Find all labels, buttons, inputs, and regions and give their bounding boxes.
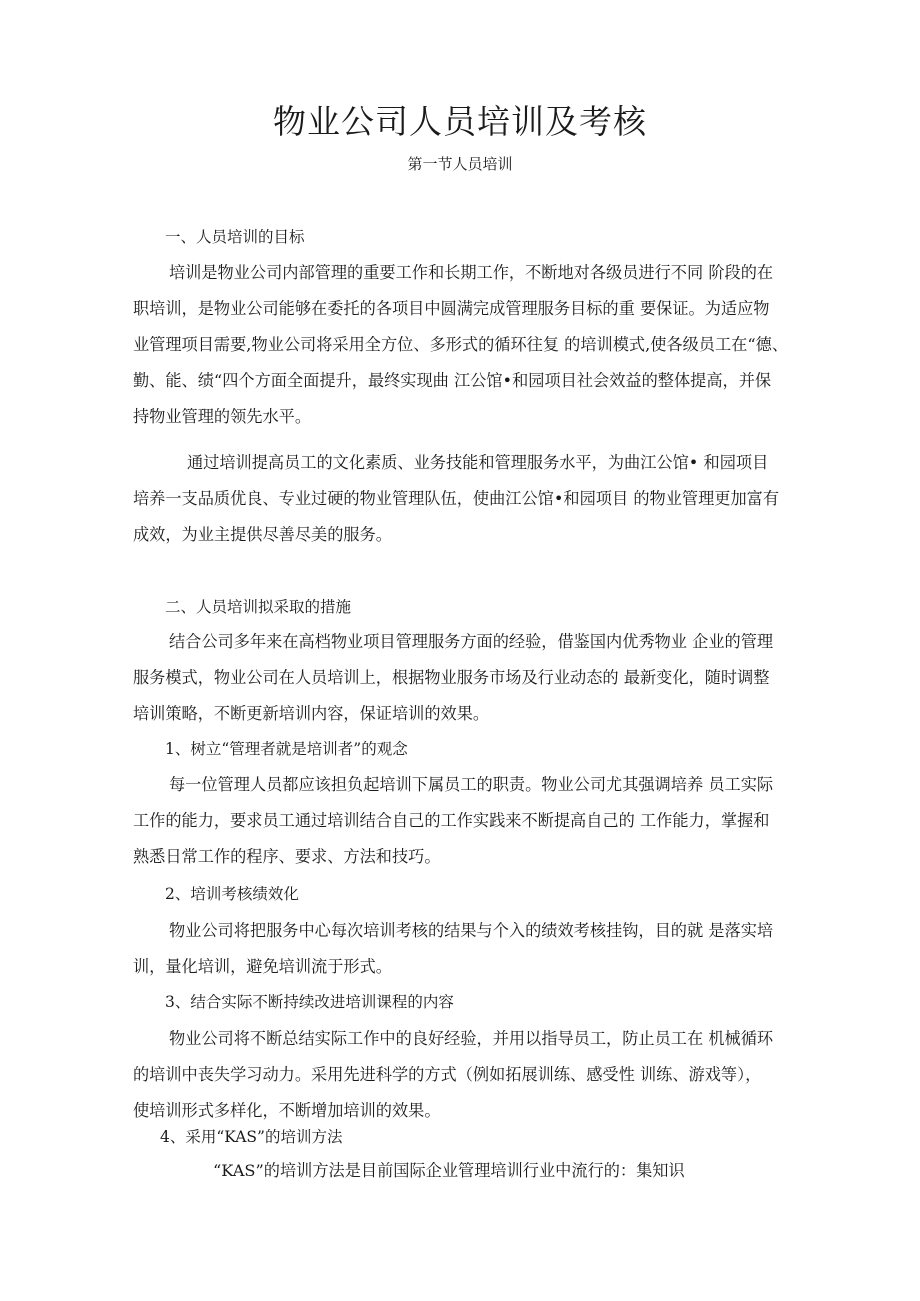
document-title: 物业公司人员培训及考核 bbox=[273, 102, 647, 141]
paragraph-line: “KAS”的培训方法是目前国际企业管理培训行业中流行的：集知识 bbox=[213, 1161, 685, 1180]
section2-paragraph-1 bbox=[133, 624, 813, 732]
paragraph-line: 工作的能力，要求员工通过培训结合自己的工作实践来不断提高自己的 工作能力，掌握和 bbox=[133, 811, 770, 830]
item3-paragraph bbox=[133, 1021, 813, 1129]
item3-heading: 3、结合实际不断持续改进培训课程的内容 bbox=[165, 993, 454, 1011]
section-subtitle: 第一节人员培训 bbox=[407, 155, 513, 173]
paragraph-line: 训，量化培训，避免培训流于形式。 bbox=[133, 957, 392, 976]
paragraph-line: 成效，为业主提供尽善尽美的服务。 bbox=[133, 525, 392, 544]
section2-heading: 二、人员培训拟采取的措施 bbox=[165, 598, 352, 616]
paragraph-line: 培养一支品质优良、专业过硬的物业管理队伍，使曲江公馆•和园项目 的物业管理更加富有 bbox=[133, 489, 780, 508]
paragraph-line: 培训是物业公司内部管理的重要工作和长期工作，不断地对各级员进行不同 阶段的在 bbox=[169, 263, 774, 282]
paragraph-line: 物业公司将把服务中心每次培训考核的结果与个入的绩效考核挂钩，目的就 是落实培 bbox=[169, 921, 774, 940]
item2-heading: 2、培训考核绩效化 bbox=[165, 885, 299, 903]
paragraph-line: 培训策略，不断更新培训内容，保证培训的效果。 bbox=[133, 704, 490, 723]
paragraph-line: 通过培训提高员工的文化素质、业务技能和管理服务水平，为曲江公馆• 和园项目 bbox=[187, 453, 769, 472]
paragraph-line: 使培训形式多样化，不断增加培训的效果。 bbox=[133, 1101, 441, 1120]
section1-paragraph-2 bbox=[133, 445, 813, 553]
paragraph-line: 服务模式，物业公司在人员培训上，根据物业服务市场及行业动态的 最新变化，随时调整 bbox=[133, 668, 770, 687]
paragraph-line: 的培训中丧失学习动力。采用先进科学的方式（例如拓展训练、感受性 训练、游戏等）， bbox=[133, 1065, 762, 1084]
paragraph-line: 业管理项目需要,物业公司将采用全方位、多形式的循环往复 的培训模式,使各级员工在“德、 bbox=[133, 335, 789, 354]
section1-paragraph-1 bbox=[133, 255, 813, 435]
item4-heading: 4、采用“KAS”的培训方法 bbox=[160, 1128, 343, 1146]
paragraph-line: 勤、能、绩“四个方面全面提升，最终实现曲 江公馆•和园项目社会效益的整体提高，并保 bbox=[133, 371, 772, 390]
item2-paragraph bbox=[133, 913, 813, 985]
section1-heading: 一、人员培训的目标 bbox=[165, 228, 305, 246]
paragraph-line: 物业公司将不断总结实际工作中的良好经验，并用以指导员工，防止员工在 机械循环 bbox=[169, 1029, 774, 1048]
paragraph-line: 结合公司多年来在高档物业项目管理服务方面的经验，借鉴国内优秀物业 企业的管理 bbox=[169, 632, 774, 651]
item4-paragraph bbox=[133, 1153, 813, 1189]
paragraph-line: 熟悉日常工作的程序、要求、方法和技巧。 bbox=[133, 847, 441, 866]
item1-heading: 1、树立“管理者就是培训者”的观念 bbox=[165, 740, 408, 758]
paragraph-line: 每一位管理人员都应该担负起培训下属员工的职责。物业公司尤其强调培养 员工实际 bbox=[169, 775, 774, 794]
paragraph-line: 持物业管理的领先水平。 bbox=[133, 407, 312, 426]
paragraph-line: 职培训，是物业公司能够在委托的各项目中圆满完成管理服务目标的重 要保证。为适应物 bbox=[133, 299, 770, 318]
item1-paragraph bbox=[133, 767, 813, 875]
